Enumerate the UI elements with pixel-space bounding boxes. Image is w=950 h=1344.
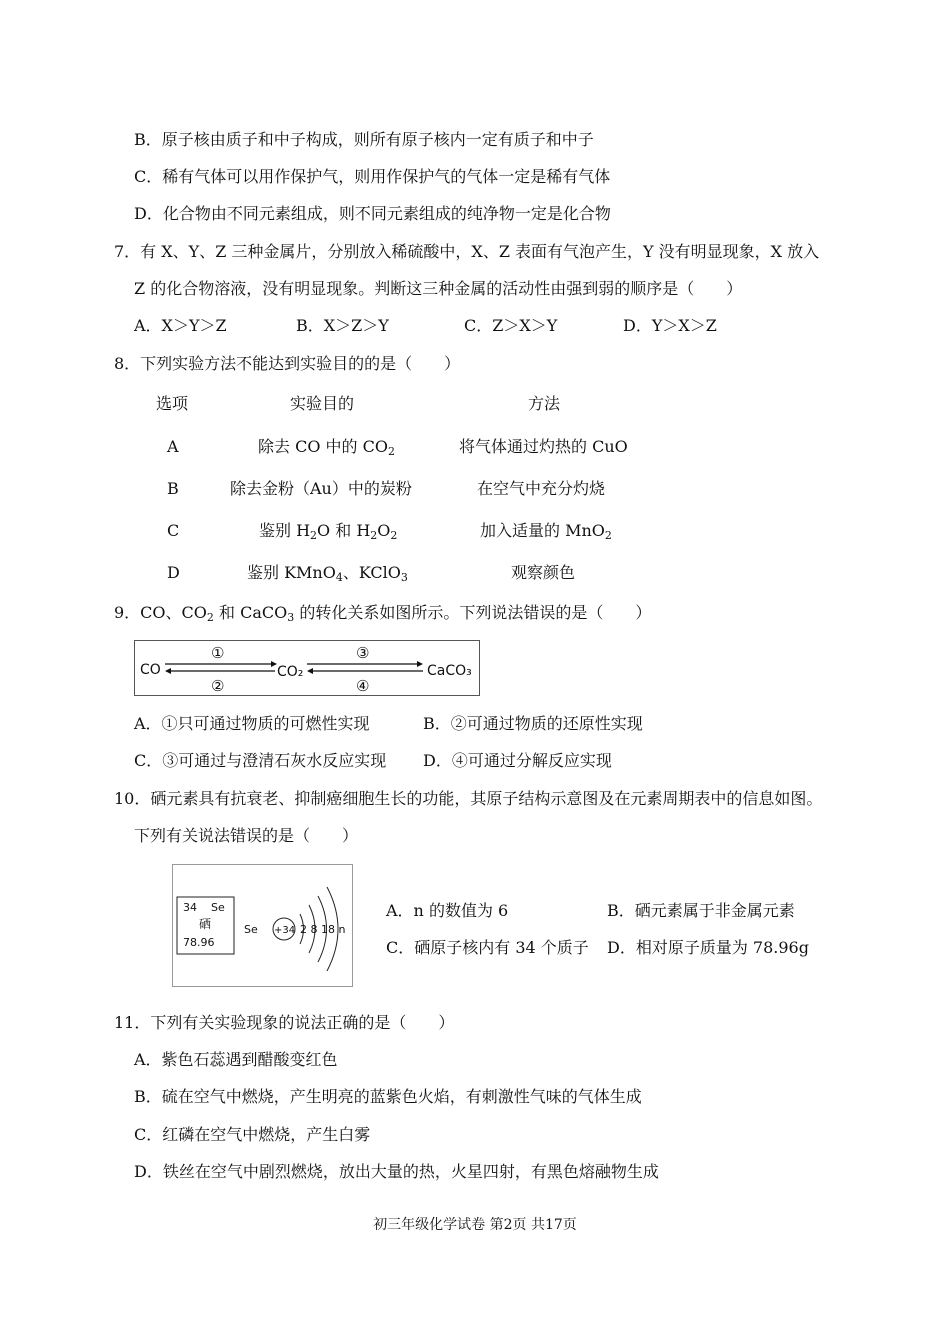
q7-stem-line1: 7．有 X、Y、Z 三种金属片，分别放入稀硫酸中，X、Z 表面有气泡产生，Y 没有明显现象，X 放入 [114,242,820,261]
q8-row-d-method: 观察颜色 [511,563,576,582]
q6-option-b: B．原子核由质子和中子构成，则所有原子核内一定有质子和中子 [134,130,594,149]
nucleus-charge: +34 [274,925,296,936]
q10-stem-line1: 10．硒元素具有抗衰老、抑制癌细胞生长的功能，其原子结构示意图及在元素周期表中的信息如图。 [114,789,823,808]
label-1: ① [211,644,225,662]
arrow-3-head [417,661,423,667]
q11-option-c: C．红磷在空气中燃烧，产生白雾 [134,1125,371,1144]
q7-option-d: D．Y＞X＞Z [623,316,717,335]
q8-row-c-option: C [167,521,180,540]
atomic-mass: 78.96 [183,936,215,949]
q9-option-d: D．④可通过分解反应实现 [423,751,612,770]
label-2: ② [211,677,225,695]
q10-option-c: C．硒原子核内有 34 个质子 [386,938,589,957]
diagram-caco3-label: CaCO₃ [427,663,472,679]
q11-stem: 11．下列有关实验现象的说法正确的是（ ） [114,1013,455,1032]
page-footer: 初三年级化学试卷 第2页 共17页 [373,1217,577,1233]
q8-header-option: 选项 [156,394,189,413]
q8-row-a-option: A [167,437,179,456]
selenium-figure-svg [173,865,352,986]
q8-row-a-purpose: 除去 CO 中的 $CO_2$ [258,437,395,458]
arrow-2-head [165,668,171,674]
label-3: ③ [356,644,370,662]
diagram-co2-label: CO₂ [277,664,304,680]
q11-option-b: B．硫在空气中燃烧，产生明亮的蓝紫色火焰，有刺激性气味的气体生成 [134,1087,642,1106]
q6-option-d: D．化合物由不同元素组成，则不同元素组成的纯净物一定是化合物 [134,204,611,223]
conversion-diagram-svg [135,641,479,695]
q9-option-b: B．②可通过物质的还原性实现 [423,714,643,733]
q8-header-purpose: 实验目的 [290,394,355,413]
q10-option-a: A．n 的数值为 6 [386,901,509,920]
q10-option-b: B．硒元素属于非金属元素 [607,901,795,920]
atom-symbol: Se [244,923,258,936]
q9-stem: 9．CO、$CO_2$ 和 CaCO$_3$ 的转化关系如图所示。下列说法错误的是（ ） [114,603,652,624]
q7-option-c: C．Z＞X＞Y [464,316,558,335]
q8-row-a-method: 将气体通过灼热的 CuO [459,437,628,456]
q7-option-b: B．X＞Z＞Y [296,316,389,335]
shell-electrons: 2 8 18 n [300,923,346,936]
conversion-diagram [134,640,480,696]
q6-option-c: C．稀有气体可以用作保护气，则用作保护气的气体一定是稀有气体 [134,167,611,186]
q8-row-c-purpose: 鉴别 $H_2O$ 和 $H_2O_2$ [259,521,398,542]
element-symbol: Se [211,901,225,914]
atomic-number: 34 [183,901,197,914]
q7-option-a: A．X＞Y＞Z [134,316,227,335]
q8-row-c-method: 加入适量的 MnO$_2$ [480,521,612,542]
q8-row-b-option: B [167,479,179,498]
element-name: 硒 [199,917,212,931]
selenium-figure [172,864,353,987]
q8-header-method: 方法 [528,394,561,413]
q11-option-d: D．铁丝在空气中剧烈燃烧，放出大量的热，火星四射，有黑色熔融物生成 [134,1162,659,1181]
q8-stem: 8．下列实验方法不能达到实验目的的是（ ） [114,354,461,373]
q10-option-d: D．相对原子质量为 78.96g [607,938,809,957]
label-4: ④ [356,677,370,695]
q8-row-d-purpose: 鉴别 KMnO$_4$、KClO$_3$ [247,563,408,584]
q8-row-b-purpose: 除去金粉（Au）中的炭粉 [230,479,412,498]
q7-stem-line2: Z 的化合物溶液，没有明显现象。判断这三种金属的活动性由强到弱的顺序是（ ） [134,279,743,298]
q8-row-d-option: D [167,563,180,582]
q8-row-b-method: 在空气中充分灼烧 [477,479,606,498]
q9-option-a: A．①只可通过物质的可燃性实现 [134,714,370,733]
q9-option-c: C．③可通过与澄清石灰水反应实现 [134,751,387,770]
diagram-co-label: CO [140,662,161,678]
q10-stem-line2: 下列有关说法错误的是（ ） [134,826,359,845]
arrow-4-head [307,668,313,674]
q11-option-a: A．紫色石蕊遇到醋酸变红色 [134,1050,338,1069]
